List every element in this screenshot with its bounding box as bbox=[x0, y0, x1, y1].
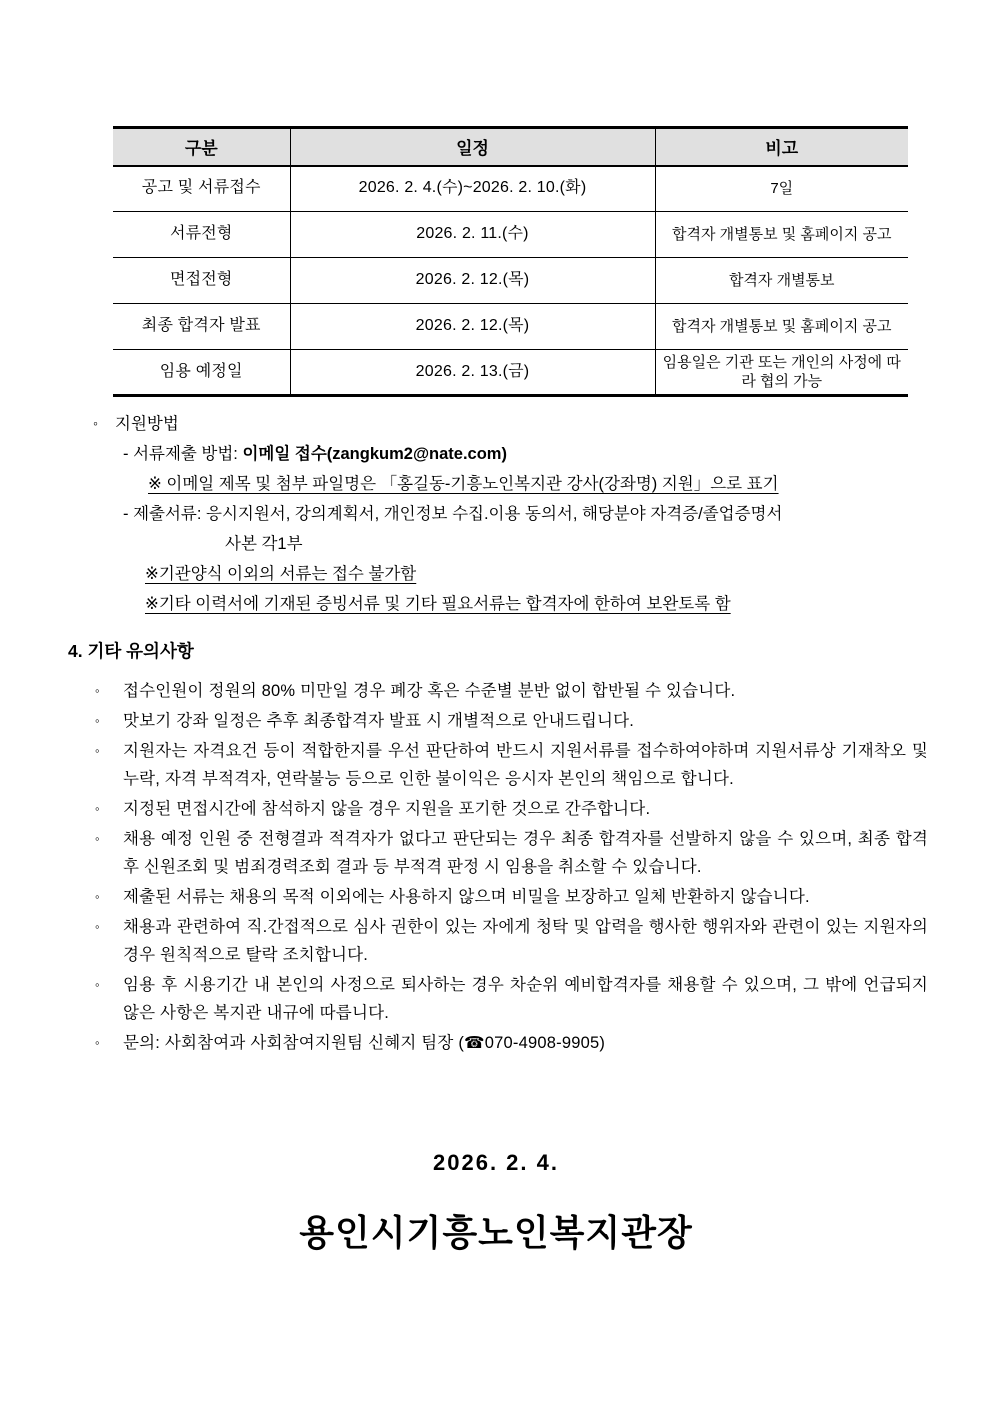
submit-method-email: (zangkum2@nate.com) bbox=[326, 445, 507, 463]
email-note-line bbox=[93, 469, 943, 499]
notice-text: 지정된 면접시간에 참석하지 않을 경우 지원을 포기한 것으로 간주합니다. bbox=[123, 800, 651, 818]
docs-continued-line bbox=[93, 529, 943, 559]
extra-note-text: ※기타 이력서에 기재된 증빙서류 및 기타 필요서류는 합격자에 한하여 보완토록 함 bbox=[145, 595, 731, 613]
list-item bbox=[68, 707, 928, 735]
bullet-icon: ◦ bbox=[93, 415, 98, 431]
notice-text: 채용 예정 인원 중 전형결과 적격자가 없다고 판단되는 경우 최종 합격자를 선발하지 않을 수 있으며, 최종 합격 후 신원조회 및 범죄경력조회 결과 등 부적격 판정 시 임용을 취소할 수 있습니다. bbox=[123, 830, 928, 876]
cell-category: 임용 예정일 bbox=[113, 350, 290, 396]
header-note: 비고 bbox=[655, 128, 908, 166]
list-item bbox=[68, 825, 928, 881]
cell-note: 합격자 개별통보 bbox=[655, 258, 908, 304]
bullet-icon: ◦ bbox=[95, 743, 100, 758]
section-title: 4. 기타 유의사항 bbox=[68, 641, 194, 661]
dash-icon: - bbox=[123, 505, 129, 523]
cell-category: 서류전형 bbox=[113, 212, 290, 258]
extra-note-line bbox=[93, 589, 943, 619]
cell-note: 합격자 개별통보 및 홈페이지 공고 bbox=[655, 212, 908, 258]
list-item bbox=[68, 913, 928, 969]
list-item bbox=[68, 883, 928, 911]
issuer-signature: 용인시기흥노인복지관장 bbox=[299, 1212, 693, 1253]
bullet-icon: ◦ bbox=[95, 919, 100, 934]
cell-schedule: 2026. 2. 13.(금) bbox=[290, 350, 655, 396]
bullet-icon: ◦ bbox=[95, 1035, 100, 1050]
bullet-icon: ◦ bbox=[95, 683, 100, 698]
table-row bbox=[113, 166, 908, 212]
other-notices-section bbox=[68, 638, 928, 1059]
cell-category: 공고 및 서류접수 bbox=[113, 166, 290, 212]
contact-text: 문의: 사회참여과 사회참여지원팀 신혜지 팀장 (☎070-4908-9905) bbox=[123, 1034, 606, 1052]
table-row bbox=[113, 350, 908, 396]
table-row bbox=[113, 258, 908, 304]
cell-schedule: 2026. 2. 4.(수)~2026. 2. 10.(화) bbox=[290, 166, 655, 212]
cell-schedule: 2026. 2. 12.(목) bbox=[290, 304, 655, 350]
bullet-icon: ◦ bbox=[95, 801, 100, 816]
header-category: 구분 bbox=[113, 128, 290, 166]
email-note-text: ※ 이메일 제목 및 첨부 파일명은 「홍길동-기흥노인복지관 강사(강좌명) 지원」으로 표기 bbox=[148, 475, 779, 493]
bullet-icon: ◦ bbox=[95, 889, 100, 904]
form-note-text: ※기관양식 이외의 서류는 접수 불가함 bbox=[145, 565, 417, 583]
bullet-icon: ◦ bbox=[95, 831, 100, 846]
notice-text: 채용과 관련하여 직.간접적으로 심사 권한이 있는 자에게 청탁 및 압력을 행사한 행위자와 관련이 있는 지원자의 경우 원칙적으로 탈락 조치합니다. bbox=[123, 918, 928, 964]
apply-heading-line bbox=[93, 408, 943, 439]
list-item bbox=[68, 677, 928, 705]
announcement-date: 2026. 2. 4. bbox=[433, 1150, 559, 1175]
notice-text: 임용 후 시용기간 내 본인의 사정으로 퇴사하는 경우 차순위 예비합격자를 채용할 수 있으며, 그 밖에 언급되지 않은 사항은 복지관 내규에 따릅니다. bbox=[123, 976, 928, 1022]
schedule-table bbox=[113, 126, 908, 397]
cell-note: 임용일은 기관 또는 개인의 사정에 따라 협의 가능 bbox=[655, 350, 908, 396]
table-row bbox=[113, 212, 908, 258]
list-item bbox=[68, 1029, 928, 1057]
submit-method-label: 서류제출 방법: bbox=[128, 445, 243, 463]
cell-category: 최종 합격자 발표 bbox=[113, 304, 290, 350]
notice-text: 맛보기 강좌 일정은 추후 최종합격자 발표 시 개별적으로 안내드립니다. bbox=[123, 712, 635, 730]
notice-text: 지원자는 자격요건 등이 적합한지를 우선 판단하여 반드시 지원서류를 접수하여야하며 지원서류상 기재착오 및 누락, 자격 부적격자, 연락불능 등으로 인한 불이익은 응시자 본인의 책임으로 합니다. bbox=[123, 742, 928, 788]
docs-text: 제출서류: 응시지원서, 강의계획서, 개인정보 수집.이용 동의서, 해당분야 자격증/졸업증명서 bbox=[128, 505, 783, 523]
notice-list bbox=[68, 677, 928, 1057]
table-header-row bbox=[113, 128, 908, 166]
cell-category: 면접전형 bbox=[113, 258, 290, 304]
cell-schedule: 2026. 2. 12.(목) bbox=[290, 258, 655, 304]
notice-text: 제출된 서류는 채용의 목적 이외에는 사용하지 않으며 비밀을 보장하고 일체 반환하지 않습니다. bbox=[123, 888, 810, 906]
docs-text-continued: 사본 각1부 bbox=[225, 535, 303, 553]
docs-line bbox=[93, 499, 943, 529]
submit-method-bold: 이메일 접수 bbox=[242, 445, 327, 463]
cell-schedule: 2026. 2. 11.(수) bbox=[290, 212, 655, 258]
form-note-line bbox=[93, 559, 943, 589]
bullet-icon: ◦ bbox=[95, 713, 100, 728]
list-item bbox=[68, 737, 928, 793]
table-row bbox=[113, 304, 908, 350]
submit-method-line bbox=[93, 439, 943, 469]
cell-note: 7일 bbox=[655, 166, 908, 212]
apply-heading: 지원방법 bbox=[115, 415, 179, 433]
cell-note: 합격자 개별통보 및 홈페이지 공고 bbox=[655, 304, 908, 350]
list-item bbox=[68, 971, 928, 1027]
apply-method-section bbox=[93, 408, 943, 619]
dash-icon: - bbox=[123, 445, 129, 463]
notice-text: 접수인원이 정원의 80% 미만일 경우 폐강 혹은 수준별 분반 없이 합반될 수 있습니다. bbox=[123, 682, 736, 700]
bullet-icon: ◦ bbox=[95, 977, 100, 992]
list-item bbox=[68, 795, 928, 823]
header-schedule: 일정 bbox=[290, 128, 655, 166]
